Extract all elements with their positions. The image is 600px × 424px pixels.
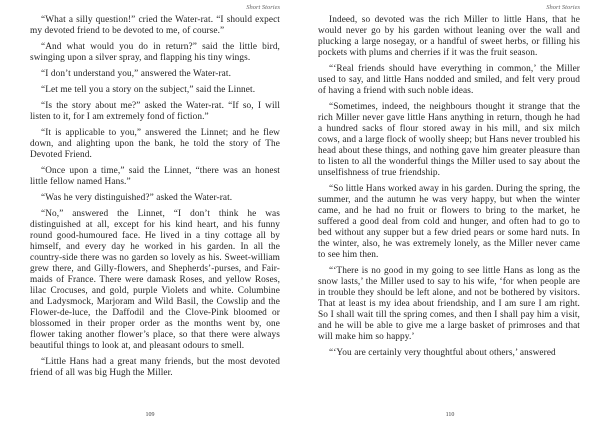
text-paragraph: “‘Real friends should have everything in common,’ the Miller used to say, and little Hans nodded and smiled, and felt very proud of having a friend with such noble ideas. (318, 64, 580, 96)
text-paragraph: “Is the story about me?” asked the Water-rat. “If so, I will listen to it, for I am extremely fond of fiction.” (30, 101, 280, 122)
text-paragraph: “No,” answered the Linnet, “I don’t think he was distinguished at all, except for his kind heart, and his funny round good-humoured face. He lived in a tiny cottage all by himself, and every day he worked in his garden. In all the country-side there was no garden so lovely as his. Sweet-william grew there, and Gilly-flowers, and Shepherds’-purses, and Fair-maids of France. There were damask Roses, and yellow Roses, lilac Crocuses, and gold, purple Violets and white. Columbine and Ladysmock, Marjoram and Wild Basil, the Cowslip and the Flower-de-luce, the Daffodil and the Clove-Pink bloomed or blossomed in their proper order as the months went by, one flower taking another flower’s place, so that there were always beautiful things to look at, and pleasant odours to smell. (30, 209, 280, 351)
text-paragraph: “What a silly question!” cried the Water-rat. “I should expect my devoted friend to be devoted to me, of course.” (30, 15, 280, 36)
text-paragraph: “Was he very distinguished?” asked the Water-rat. (41, 193, 233, 203)
text-paragraph: “Little Hans had a great many friends, but the most devoted friend of all was big Hugh the Miller. (30, 357, 280, 378)
text-paragraph: “‘You are certainly very thoughtful about others,’ answered (329, 348, 556, 358)
text-paragraph: “‘There is no good in my going to see little Hans as long as the snow lasts,’ the Miller used to say to his wife, ‘for when people are in trouble they should be left alone, and not be bothered by visitors. That at least is my idea about friendship, and I am sure I am right. So I shall wait till the spring comes, and then I shall pay him a visit, and he will be able to give me a large basket of primroses and that will make him so happy.’ (318, 266, 580, 342)
text-paragraph: “It is applicable to you,” answered the Linnet; and he flew down, and alighting upon the bank, he told the story of The Devoted Friend. (30, 128, 280, 160)
left-page-body (30, 15, 280, 379)
text-paragraph: “Once upon a time,” said the Linnet, “there was an honest little fellow named Hans.” (30, 166, 280, 187)
running-header: Short Stories (246, 4, 280, 11)
text-paragraph: Indeed, so devoted was the rich Miller to little Hans, that he would never go by his garden without leaning over the wall and plucking a large nosegay, or a handful of sweet herbs, or filling his pockets with plums and cherries if it was the fruit season. (318, 15, 580, 58)
text-paragraph: “Let me tell you a story on the subject,” said the Linnet. (41, 85, 256, 95)
text-paragraph: “And what would you do in return?” said the little bird, swinging upon a silver spray, and flapping his tiny wings. (30, 42, 280, 63)
text-paragraph: “I don’t understand you,” answered the Water-rat. (41, 69, 232, 79)
text-paragraph: “Sometimes, indeed, the neighbours thought it strange that the rich Miller never gave little Hans anything in return, though he had a hundred sacks of flour stored away in his mill, and six milch cows, and a large flock of woolly sheep; but Hans never troubled his head about these things, and nothing gave him greater pleasure than to listen to all the wonderful things the Miller used to say about the unselfishness of true friendship. (318, 102, 580, 178)
running-header: Short Stories (546, 4, 580, 11)
text-paragraph: “So little Hans worked away in his garden. During the spring, the summer, and the autumn he was very happy, but when the winter came, and he had no fruit or flowers to bring to the market, he suffered a good deal from cold and hunger, and often had to go to bed without any supper but a few dried pears or some hard nuts. In the winter, also, he was extremely lonely, as the Miller never came to see him then. (318, 184, 580, 260)
page-number: 109 (145, 412, 155, 418)
right-page (300, 0, 600, 424)
right-page-body (318, 15, 580, 359)
page-number: 110 (445, 412, 455, 418)
